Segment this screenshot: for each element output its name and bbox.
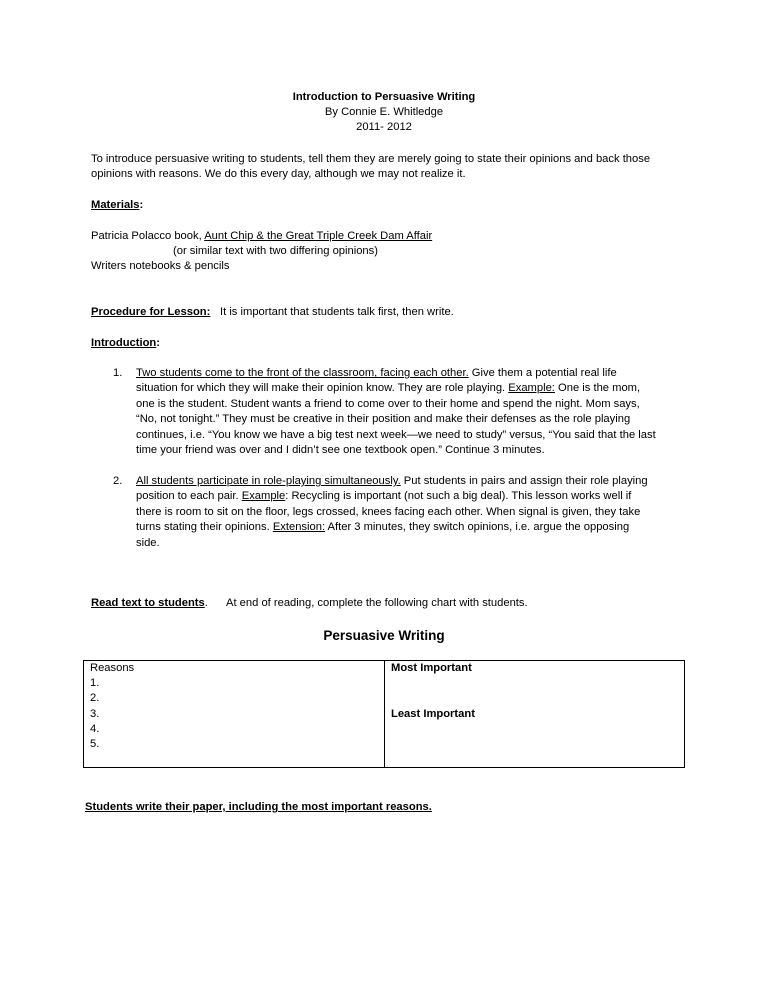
reason-3: 3. [90,707,100,720]
item-2-line-2b: : Recycling is important (not such a big deal). This lesson works well if [285,490,632,503]
item-1-line-2a: situation for which they will make their opinion know. They are role playing. [136,382,509,395]
item-1-line-1-rest: Give them a potential real life [468,367,617,379]
item-2-line-1-rest: Put students in pairs and assign their role playing [400,475,648,487]
item-1-line-1 [136,366,681,381]
item-2-line-2a: position to each pair. [136,490,242,503]
read-text-instruction: At end of reading, complete the following chart with students. [226,597,528,609]
document-title: Introduction to Persuasive Writing [292,91,476,103]
read-text-heading [91,596,208,611]
intro-line-1: To introduce persuasive writing to students, tell them they are merely going to state their opinions and back those [91,153,651,165]
item-2-number: 2. [113,475,123,487]
materials-book-title: Aunt Chip & the Great Triple Creek Dam Affair [204,230,433,242]
introduction-heading-colon: : [156,337,160,349]
item-2-line-4b: After 3 minutes, they switch opinions, i.e. argue the opposing [325,521,630,534]
item-2-line-2 [136,489,681,504]
introduction-heading [91,336,691,351]
reasons-header: Reasons [90,662,135,674]
item-2-line-5: side. [136,536,160,549]
materials-notebooks: Writers notebooks & pencils [91,260,230,272]
item-2-text [136,474,681,551]
most-important-label: Most Important [391,662,472,674]
materials-book-prefix: Patricia Polacco book, [91,230,205,242]
item-1-example-label: Example: [508,382,555,395]
read-text-heading-text: Read text to students [91,597,205,609]
intro-paragraph [91,152,691,183]
item-1-line-3: one is the student. Student wants a friend to come over to their home and spend the night. Mom says, [136,397,640,410]
reasons-cell [84,661,385,768]
chart-title: Persuasive Writing [323,628,445,643]
reason-1: 1. [90,677,100,690]
intro-line-2: opinions with reasons. We do this every day, although we may not realize it. [91,168,466,181]
item-2-line-1 [136,474,681,489]
reason-2: 2. [90,692,100,705]
procedure-heading: Procedure for Lesson: [91,306,211,318]
footer-instruction: Students write their paper, including the most important reasons. [85,801,432,813]
item-1-lead: Two students come to the front of the classroom, facing each other. [136,367,469,379]
procedure-text: It is important that students talk first, then write. [220,306,454,318]
item-2-example-label: Example [241,490,286,503]
persuasive-writing-chart [83,660,685,768]
importance-spacer [391,676,678,706]
item-1-text [136,366,681,458]
materials-heading [91,198,691,213]
item-2-line-4a: turns stating their opinions. [136,521,273,534]
reason-5: 5. [90,738,100,751]
item-2-lead: All students participate in role-playing simultaneously. [136,475,401,487]
importance-cell [385,661,685,768]
introduction-heading-text: Introduction [91,337,157,349]
document-years: 2011- 2012 [356,121,412,133]
item-2-line-3: there is room to sit on the floor, legs crossed, knees facing each other. When signal is given, they take [136,505,641,518]
materials-heading-text: Materials [91,199,140,211]
item-1-line-6: time your friend was over and I didn’t see one textbook open.” Continue 3 minutes. [136,444,545,457]
reason-4: 4. [90,722,100,735]
read-text-heading-period: . [204,597,208,609]
item-1-line-2b: One is the mom, [554,382,641,395]
item-1-line-5: continues, i.e. “You know we have a big test next week—we need to study” versus, “You said that the last [136,428,656,441]
item-2-line-4 [136,520,681,535]
item-1-line-2 [136,381,681,396]
item-1-number: 1. [113,367,123,379]
materials-heading-colon: : [139,199,144,211]
least-important-label: Least Important [391,707,475,720]
materials-book [91,229,691,244]
item-2-extension-label: Extension: [272,521,326,534]
item-1-line-4: “No, not tonight.” They must be creative in their position and make their defenses as the role playing [136,413,631,426]
materials-alt-text: (or similar text with two differing opinions) [173,245,378,257]
document-author: By Connie E. Whitledge [324,106,444,118]
